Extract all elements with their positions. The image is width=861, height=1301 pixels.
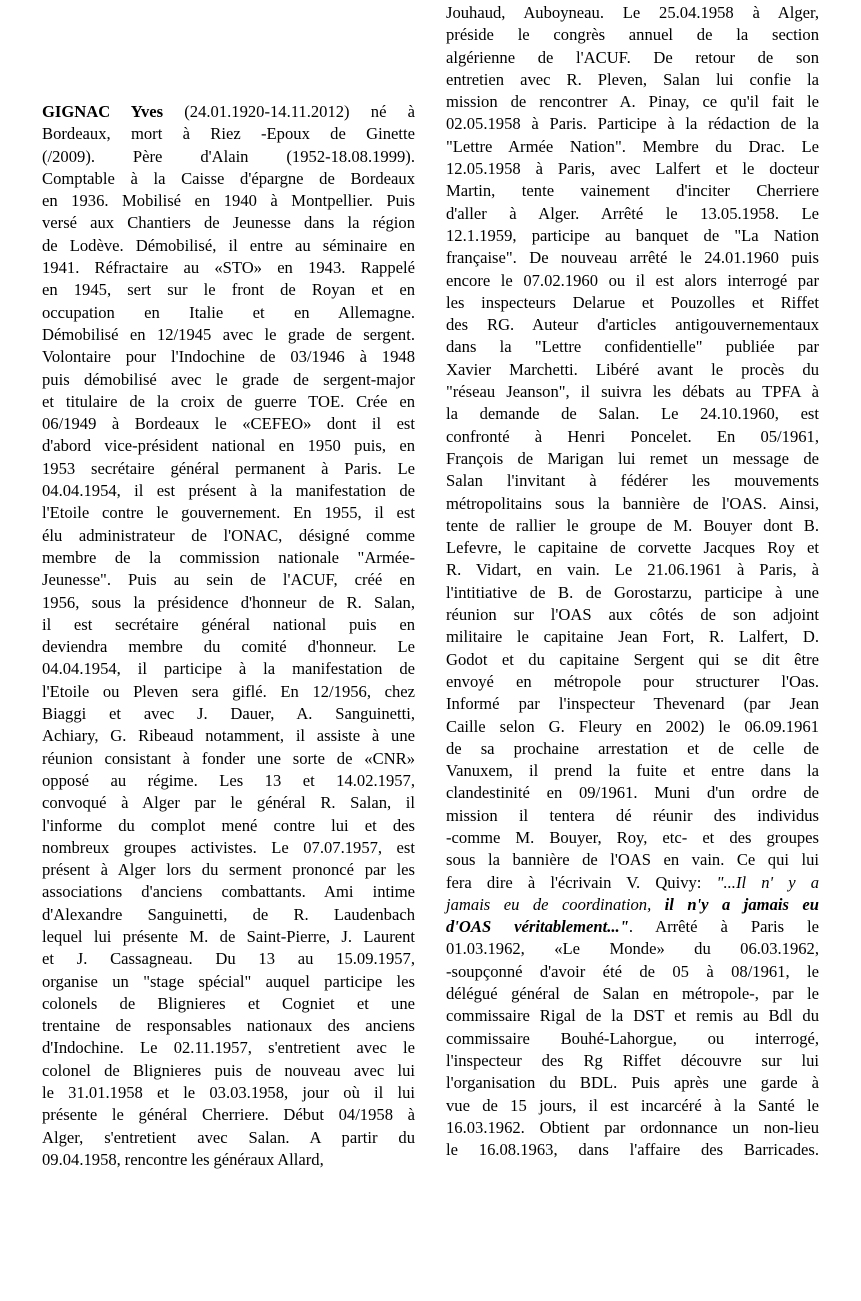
text-line [446,849,819,871]
text-line [42,547,415,569]
left-text-column [42,101,415,1301]
line-text: les inspecteurs Delarue et Pouzolles et Riffet [446,292,819,312]
text-line [42,391,415,413]
line-text: algérienne de l'ACUF. De retour de son [446,47,819,67]
line-text: fera dire à l'écrivain V. Quivy: [446,872,717,892]
text-line [446,559,819,581]
text-line [42,1037,415,1059]
line-text: R. Vidart, en vain. Le 21.06.1961 à Paris, à [446,560,819,580]
text-line [446,782,819,804]
line-text: 16.03.1962. Obtient par ordonnance un non-lieu [446,1117,819,1137]
text-line [446,493,819,515]
right-text-column [446,2,819,1202]
line-text: versé aux Chantiers de Jeunesse dans la région [42,213,415,233]
line-text: 02.05.1958 à Paris. Participe à la rédaction de la [446,114,819,134]
line-text: 1941. Réfractaire au «STO» en 1943. Rappelé [42,258,415,278]
line-text: Vanuxem, il prend la fuite et entre dans la [446,761,819,781]
line-text: préside le congrès annuel de la section [446,25,819,45]
line-text: Démobilisé en 12/1945 avec le grade de sergent. [42,324,415,344]
line-text: métropolitains sous la bannière de l'OAS. Ainsi, [446,493,819,513]
line-text: Alger, s'entretient avec Salan. A partir du [42,1127,415,1147]
quote-bold-italic: il n'y a jamais eu [664,894,819,914]
text-line [446,1005,819,1027]
text-line [42,525,415,547]
line-text: l'intitiative de B. de Gorostarzu, participe à une [446,582,819,602]
line-text: associations d'anciens combattants. Ami intime [42,882,415,902]
text-line [42,413,415,435]
text-line [446,983,819,1005]
text-line [446,247,819,269]
line-text: élu administrateur de l'ONAC, désigné comme [42,525,415,545]
line-text: -comme M. Bouyer, Roy, etc- et des groupes [446,827,819,847]
text-line [446,961,819,983]
text-line [42,168,415,190]
line-text: Caille selon G. Fleury en 2002) le 06.09.1961 [446,716,819,736]
text-line [446,270,819,292]
line-text: sous la bannière de l'OAS en vain. Ce qui lui [446,850,819,870]
line-text: -soupçonné d'avoir été de 05 à 08/1961, le [446,961,819,981]
text-line [42,569,415,591]
line-text: réunion consistant à fonder une sorte de «CNR» [42,748,415,768]
line-text: Informé par l'inspecteur Thevenard (par Jean [446,694,819,714]
text-line [42,636,415,658]
line-text: Volontaire pour l'Indochine de 03/1946 à 1948 [42,347,415,367]
line-text: l'Etoile contre le gouvernement. En 1955, il est [42,503,415,523]
line-text: Bordeaux, mort à Riez -Epoux de Ginette [42,124,415,144]
text-line [42,904,415,926]
text-line [446,1072,819,1094]
line-text: réunion sur l'OAS aux côtés de son adjoint [446,605,819,625]
text-line [446,47,819,69]
text-line [42,926,415,948]
line-text: 09.04.1958, rencontre les généraux Allard, [42,1149,324,1169]
text-line [446,24,819,46]
text-line [42,369,415,391]
text-line [42,212,415,234]
line-text: "réseau Jeanson", il suivra les débats au TPFA à [446,382,819,402]
line-text: commissaire Bouhé-Lahorgue, ou interrogé, [446,1028,819,1048]
text-line [446,403,819,425]
text-line [446,225,819,247]
text-line [446,203,819,225]
text-line [446,716,819,738]
text-line [446,693,819,715]
line-text: présente le général Cherriere. Début 04/1958 à [42,1105,415,1125]
line-text: en 1936. Mobilisé en 1940 à Montpellier. Puis [42,191,415,211]
text-line [42,792,415,814]
line-text: trentaine de responsables nationaux des anciens [42,1016,415,1036]
text-line [446,2,819,24]
text-line [446,805,819,827]
text-line [446,1117,819,1139]
quote-bold-italic: d'OAS véritablement..." [446,917,629,937]
text-line [42,302,415,324]
text-line [42,324,415,346]
text-line [42,770,415,792]
line-text: Biaggi et avec J. Dauer, A. Sanguinetti, [42,704,415,724]
line-text: tente de rallier le groupe de M. Bouyer dont B. [446,515,819,535]
text-line [446,515,819,537]
line-text: Jouhaud, Auboyneau. Le 25.04.1958 à Alger, [446,3,819,22]
line-text: d'Indochine. Le 02.11.1957, s'entretient avec le [42,1038,415,1058]
line-text: en 1945, sert sur le front de Royan et en [42,280,415,300]
text-line [42,101,415,123]
text-line [446,938,819,960]
line-text: d'abord vice-président national en 1950 puis, en [42,436,415,456]
line-text: 12.1.1959, participe au banquet de "La Nation [446,225,819,245]
text-line [446,136,819,158]
text-line [42,614,415,636]
text-line [446,872,819,894]
line-text: confronté à Henri Poncelet. En 05/1961, [446,426,819,446]
text-line [446,470,819,492]
text-line [446,916,819,938]
text-line [42,279,415,301]
text-line [446,314,819,336]
text-line [446,649,819,671]
text-line [42,725,415,747]
line-text: et J. Cassagneau. Du 13 au 15.09.1957, [42,949,415,969]
text-line [446,69,819,91]
text-line [446,180,819,202]
line-text: la demande de Salan. Le 24.10.1960, est [446,404,819,424]
line-text: mission il tentera dé réunir des individus [446,805,819,825]
text-line [42,1060,415,1082]
line-text: l'informe du complot mené contre lui et des [42,815,415,835]
line-text: Xavier Marchetti. Libéré avant le procès du [446,359,819,379]
text-line [42,592,415,614]
text-line [42,881,415,903]
text-line [42,1082,415,1104]
text-line [446,582,819,604]
text-line [42,658,415,680]
line-text: (24.01.1920-14.11.2012) né à [163,102,415,121]
line-text: colonels de Blignieres et Cogniet et une [42,993,415,1013]
line-text: (/2009). Père d'Alain (1952-18.08.1999). [42,146,415,166]
line-text: de sa prochaine arrestation et de celle de [446,738,819,758]
line-text: vue de 15 jours, il est incarcéré à la Santé le [446,1095,819,1115]
line-text: Lefevre, le capitaine de corvette Jacques Roy et [446,538,819,558]
line-text: commissaire Rigal de la DST et remis au Bdl du [446,1006,819,1026]
text-line [42,703,415,725]
line-text: Comptable à la Caisse d'épargne de Bordeaux [42,168,415,188]
text-line [446,827,819,849]
line-text: membre de la commission nationale "Armée- [42,547,415,567]
line-text: délégué général de Salan en métropole-, par le [446,984,819,1004]
text-line [446,1095,819,1117]
line-text: l'organisation du BDL. Puis après une garde à [446,1073,819,1093]
line-text: l'Etoile ou Pleven sera giflé. En 12/1956, chez [42,681,415,701]
text-line [446,381,819,403]
line-text: Martin, tente vainement d'inciter Cherriere [446,181,819,201]
text-line [42,435,415,457]
line-text: 04.04.1954, il est présent à la manifestation de [42,481,415,501]
line-text: 1953 secrétaire général permanent à Paris. Le [42,458,415,478]
text-line [42,815,415,837]
text-line [42,1149,415,1171]
line-text: opposé au régime. Les 13 et 14.02.1957, [42,770,415,790]
text-line [446,158,819,180]
line-text: encore le 07.02.1960 ou il est alors interrogé par [446,270,819,290]
text-line [42,993,415,1015]
text-line [42,190,415,212]
line-text: présent à Alger lors du serment prononcé par les [42,860,415,880]
text-line [446,336,819,358]
text-line [446,537,819,559]
line-text: d'aller à Alger. Arrêté le 13.05.1958. Le [446,203,819,223]
text-line [42,837,415,859]
line-text: . Arrêté à Paris le [628,917,819,937]
line-text: le 31.01.1958 et le 03.03.1958, jour où il lui [42,1083,415,1103]
text-line [446,604,819,626]
line-text: nombreux groupes activistes. Le 07.07.1957, est [42,837,415,857]
line-text: 1956, sous la présidence d'honneur de R. Salan, [42,592,415,612]
text-line [446,448,819,470]
line-text: militaire le capitaine Jean Fort, R. Lalfert, D. [446,627,819,647]
line-text: clandestinité en 09/1961. Muni d'un ordre de [446,783,819,803]
line-text: l'inspecteur des Rg Riffet découvre sur lui [446,1050,819,1070]
line-text: occupation en Italie et en Allemagne. [42,302,415,322]
text-line [42,123,415,145]
text-line [42,948,415,970]
line-text: le 16.08.1963, dans l'affaire des Barricades. [446,1140,819,1160]
line-text: 12.05.1958 à Paris, avec Lalfert et le docteur [446,159,819,179]
line-text: d'Alexandre Sanguinetti, de R. Laudenbach [42,904,415,924]
text-line [42,502,415,524]
text-line [42,748,415,770]
line-text: envoyé en métropole pour structurer l'Oas. [446,671,819,691]
quote-italic: "...Il n' y a [716,872,819,892]
text-line [42,458,415,480]
text-line [42,971,415,993]
line-text: dans la "Lettre confidentielle" publiée par [446,337,819,357]
text-line [42,681,415,703]
line-text: "Lettre Armée Nation". Membre du Drac. Le [446,136,819,156]
line-text: puis démobilisé avec le grade de sergent-major [42,369,415,389]
text-line [446,1028,819,1050]
line-text: Jeunesse". Puis au sein de l'ACUF, créé en [42,570,415,590]
text-line [42,146,415,168]
text-line [446,426,819,448]
line-text: convoqué à Alger par le général R. Salan, il [42,793,415,813]
text-line [446,671,819,693]
line-text: des RG. Auteur d'articles antigouvernementaux [446,315,819,335]
text-line [42,1127,415,1149]
text-line [42,257,415,279]
quote-italic: jamais eu de coordination, [446,894,665,914]
line-text: François de Marigan lui remet un message de [446,448,819,468]
line-text: et titulaire de la croix de guerre TOE. Crée en [42,391,415,411]
text-line [446,760,819,782]
line-text: deviendra membre du comité d'honneur. Le [42,637,415,657]
line-text: Salan l'invitant à fédérer les mouvements [446,471,819,491]
line-text: 04.04.1954, il participe à la manifestation de [42,659,415,679]
text-line [446,1139,819,1161]
text-line [42,1104,415,1126]
text-line [42,480,415,502]
text-line [446,738,819,760]
line-text: lequel lui présente M. de Saint-Pierre, J. Laurent [42,926,415,946]
text-line [42,346,415,368]
line-text: mission de rencontrer A. Pinay, ce qu'il fait le [446,92,819,112]
line-text: entretien avec R. Pleven, Salan lui confie la [446,69,819,89]
line-text: 06/1949 à Bordeaux le «CEFEO» dont il est [42,414,415,434]
line-text: de Lodève. Démobilisé, il entre au séminaire en [42,235,415,255]
line-text: organise un "stage spécial" auquel participe les [42,971,415,991]
text-line [42,859,415,881]
line-text: française". De nouveau arrêté le 24.01.1960 puis [446,248,819,268]
person-name: GIGNAC Yves [42,102,164,121]
text-line [446,626,819,648]
line-text: Godot et du capitaine Sergent qui se dit être [446,649,819,669]
text-line [446,292,819,314]
line-text: Achiary, G. Ribeaud notamment, il assiste à une [42,726,415,746]
text-line [446,91,819,113]
line-text: il est secrétaire général national puis en [42,614,415,634]
text-line [446,1050,819,1072]
text-line [446,894,819,916]
line-text: colonel de Blignieres puis de nouveau avec lui [42,1060,415,1080]
text-line [446,359,819,381]
text-line [42,1015,415,1037]
text-line [42,235,415,257]
text-line [446,113,819,135]
line-text: 01.03.1962, «Le Monde» du 06.03.1962, [446,939,819,959]
